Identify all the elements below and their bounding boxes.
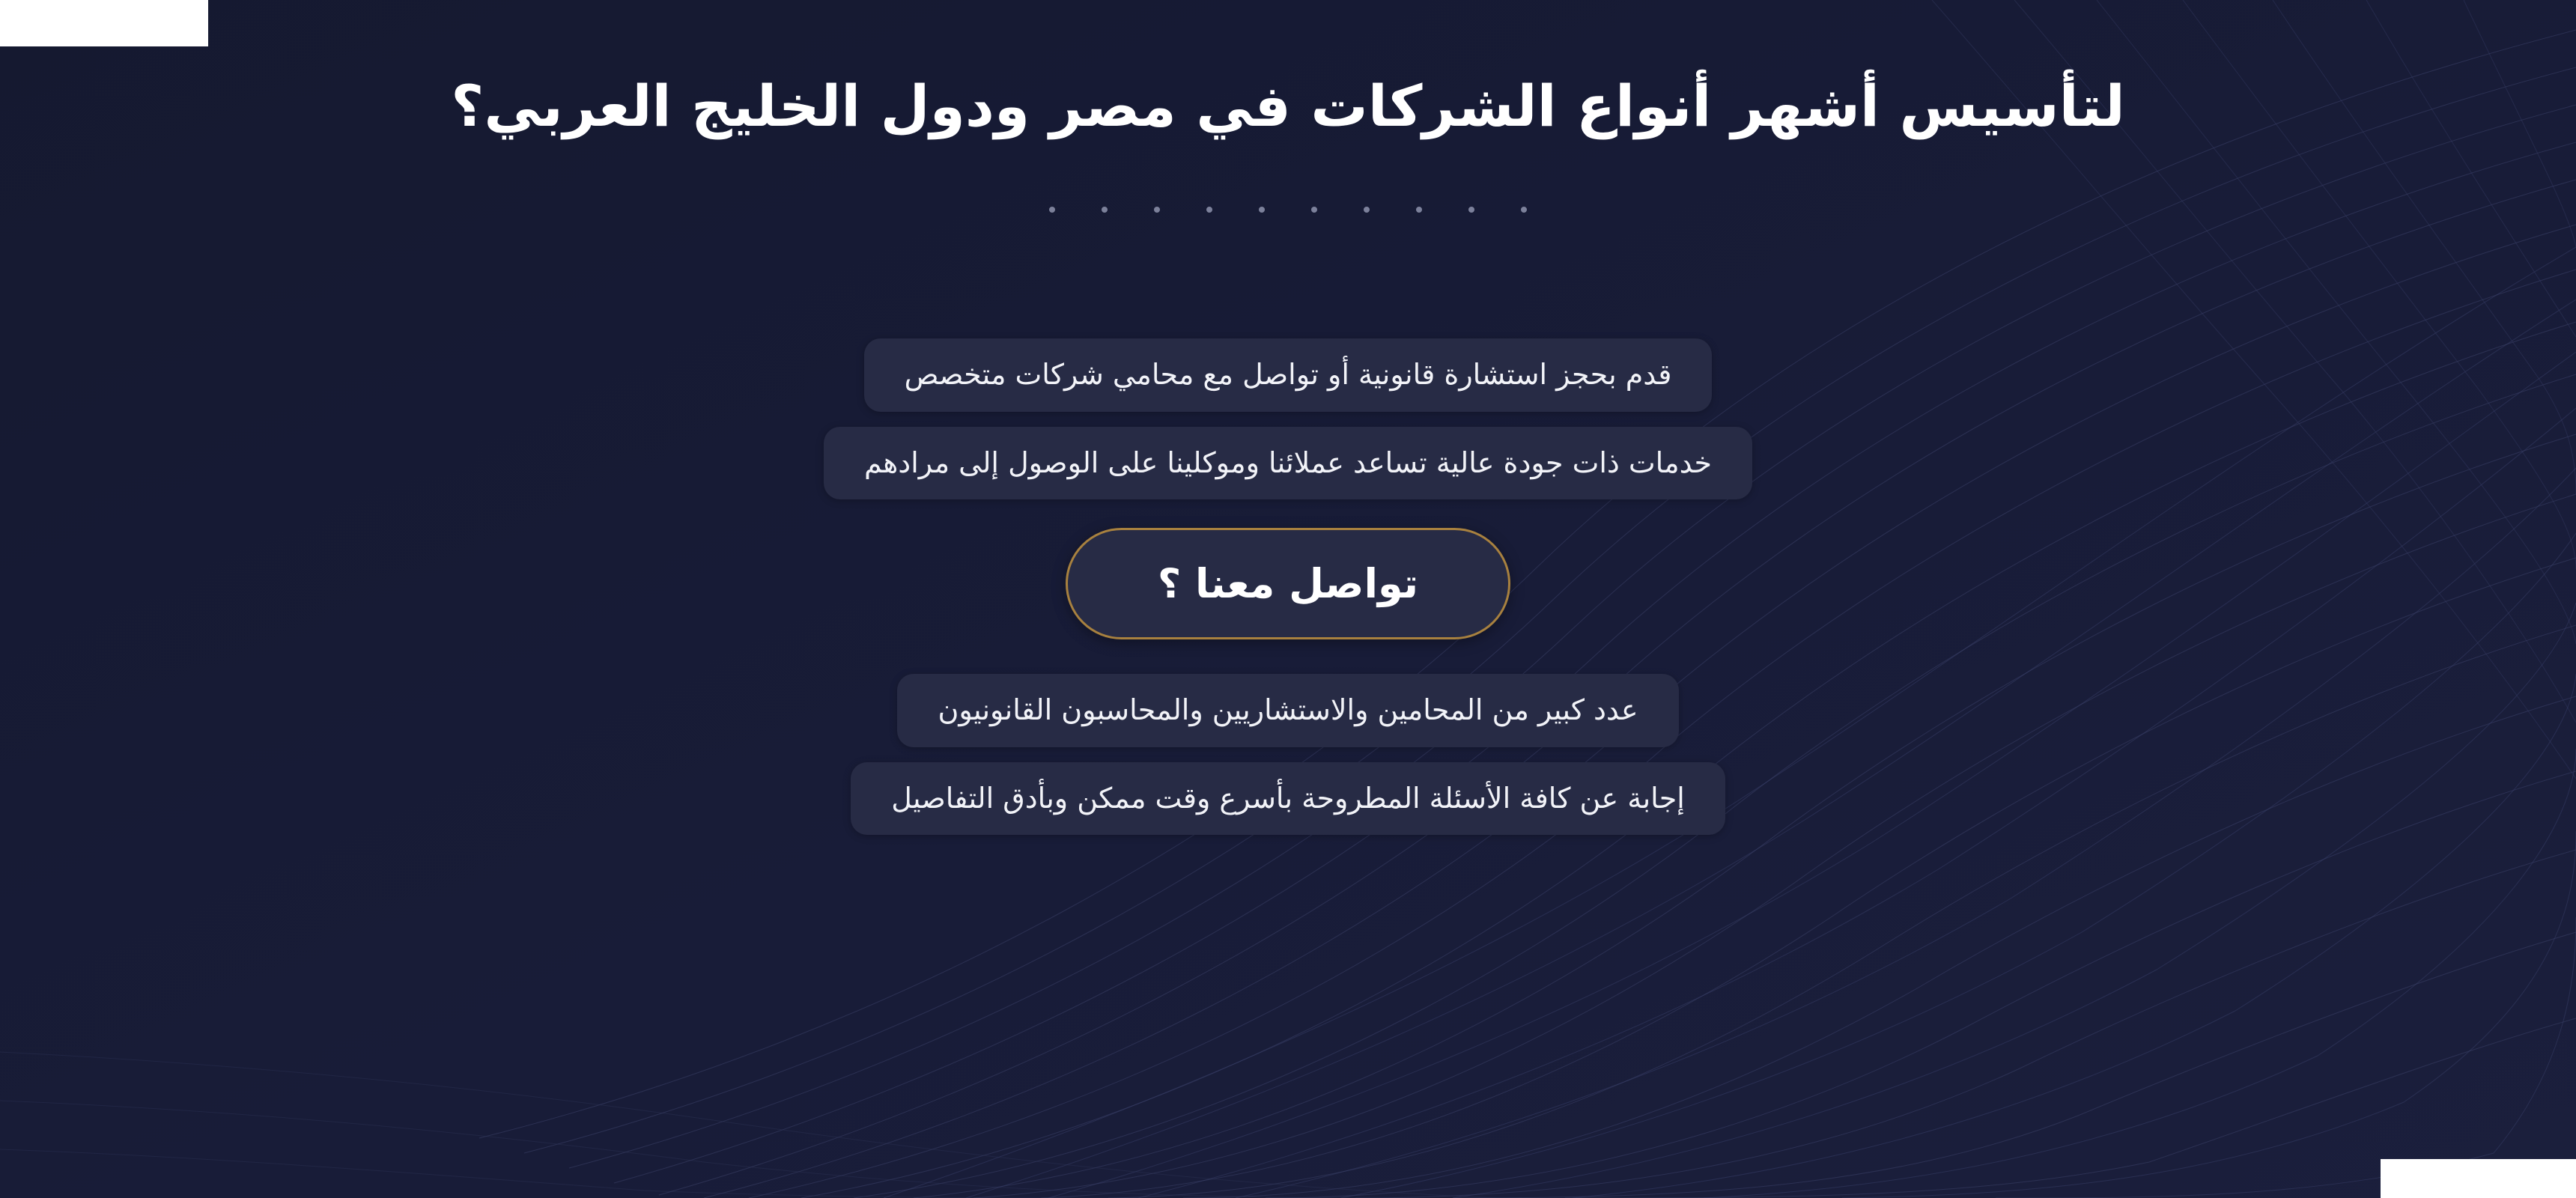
feature-pill-2: خدمات ذات جودة عالية تساعد عملائنا وموكلينا على الوصول إلى مرادهم (824, 427, 1752, 500)
separator-dot (1521, 207, 1527, 213)
page-title: لتأسيس أشهر أنواع الشركات في مصر ودول الخليج العربي؟ (451, 73, 2125, 139)
separator-dot (1259, 207, 1265, 213)
separator-dot (1468, 207, 1474, 213)
separator-dot (1102, 207, 1108, 213)
separator-dot (1416, 207, 1422, 213)
separator-dot (1049, 207, 1055, 213)
separator-dot (1154, 207, 1160, 213)
feature-pill-1: قدم بحجز استشارة قانونية أو تواصل مع محامي شركات متخصص (864, 338, 1713, 412)
feature-pill-4: إجابة عن كافة الأسئلة المطروحة بأسرع وقت ممكن وبأدق التفاصيل (851, 762, 1725, 836)
feature-pill-3: عدد كبير من المحامين والاستشاريين والمحاسبون القانونيون (897, 674, 1678, 747)
feature-stack (0, 338, 2576, 835)
dot-separator (0, 207, 2576, 213)
separator-dot (1206, 207, 1212, 213)
separator-dot (1364, 207, 1370, 213)
contact-us-button[interactable]: تواصل معنا ؟ (1066, 528, 1510, 639)
separator-dot (1311, 207, 1317, 213)
